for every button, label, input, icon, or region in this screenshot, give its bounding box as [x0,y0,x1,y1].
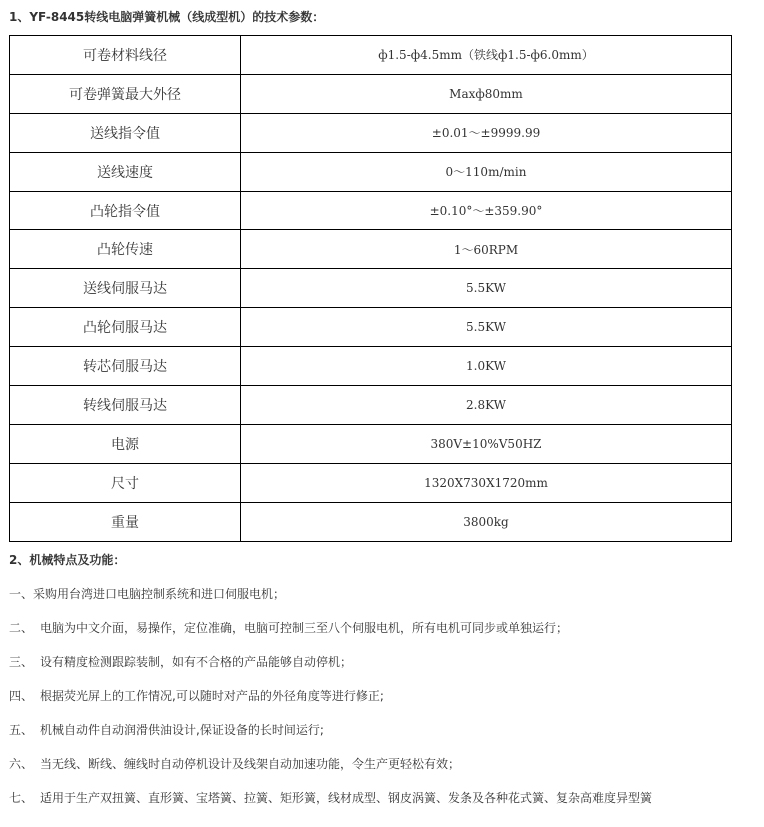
feature-item [9,688,759,722]
feature-item [9,654,759,688]
feature-item [9,586,759,620]
feature-text: 根据荧光屏上的工作情况,可以随时对产品的外径角度等进行修正; [40,689,384,703]
feature-item [9,756,759,790]
spec-row [10,502,732,541]
feature-text: 机械自动件自动润滑供油设计,保证设备的长时间运行; [40,723,324,737]
spec-name: 电源 [10,424,241,463]
spec-row [10,424,732,463]
spec-value: ±0.01～±9999.99 [241,113,732,152]
spec-row [10,74,732,113]
spec-value: 1.0KW [241,347,732,386]
section-title-specs: 1、YF-8445转线电脑弹簧机械（线成型机）的技术参数： [9,10,325,24]
section-title-features: 2、机械特点及功能： [9,553,126,567]
spec-value: 5.5KW [241,308,732,347]
feature-number: 三、 [9,655,34,669]
spec-name: 凸轮传速 [10,230,241,269]
spec-table-body [10,36,732,542]
spec-name: 凸轮伺服马达 [10,308,241,347]
spec-value: 1320X730X1720mm [241,463,732,502]
spec-table [9,35,732,542]
spec-value: 2.8KW [241,386,732,425]
spec-value: Maxф80mm [241,74,732,113]
feature-text: 适用于生产双扭簧、直形簧、宝塔簧、拉簧、矩形簧，线材成型、钢皮涡簧、发条及各种花式簧、复杂高难度异型簧 [40,791,653,805]
spec-row [10,463,732,502]
spec-name: 可卷材料线径 [10,36,241,75]
spec-name: 送线指令值 [10,113,241,152]
spec-value: ф1.5-ф4.5mm（铁线ф1.5-ф6.0mm） [241,36,732,75]
spec-name: 转线伺服马达 [10,386,241,425]
feature-number: 六、 [9,757,34,771]
spec-row [10,230,732,269]
spec-value: ±0.10°～±359.90° [241,191,732,230]
spec-row [10,347,732,386]
feature-text: 采购用台湾进口电脑控制系统和进口伺服电机； [33,587,286,601]
spec-name: 重量 [10,502,241,541]
feature-number: 五、 [9,723,34,737]
spec-value: 1～60RPM [241,230,732,269]
spec-row [10,152,732,191]
spec-row [10,308,732,347]
feature-item [9,722,759,756]
feature-number: 二、 [9,621,34,635]
feature-number: 七、 [9,791,34,805]
feature-text: 电脑为中文介面，易操作，定位准确，电脑可控制三至八个伺服电机，所有电机可同步或单独运行； [40,621,569,635]
feature-item [9,790,759,824]
feature-number: 四、 [9,689,34,703]
feature-number: 一、 [9,587,34,601]
spec-name: 可卷弹簧最大外径 [10,74,241,113]
spec-row [10,191,732,230]
spec-row [10,113,732,152]
spec-row [10,269,732,308]
spec-value: 3800kg [241,502,732,541]
spec-row [10,36,732,75]
feature-item [9,620,759,654]
spec-row [10,386,732,425]
spec-name: 送线速度 [10,152,241,191]
feature-text: 当无线、断线、缠线时自动停机设计及线架自动加速功能，令生产更轻松有效； [40,757,461,771]
spec-name: 尺寸 [10,463,241,502]
spec-name: 凸轮指令值 [10,191,241,230]
spec-value: 5.5KW [241,269,732,308]
spec-name: 转芯伺服马达 [10,347,241,386]
spec-value: 380V±10%V50HZ [241,424,732,463]
feature-text: 设有精度检测跟踪装制，如有不合格的产品能够自动停机； [40,655,353,669]
spec-value: 0～110m/min [241,152,732,191]
feature-list [9,586,759,824]
spec-name: 送线伺服马达 [10,269,241,308]
